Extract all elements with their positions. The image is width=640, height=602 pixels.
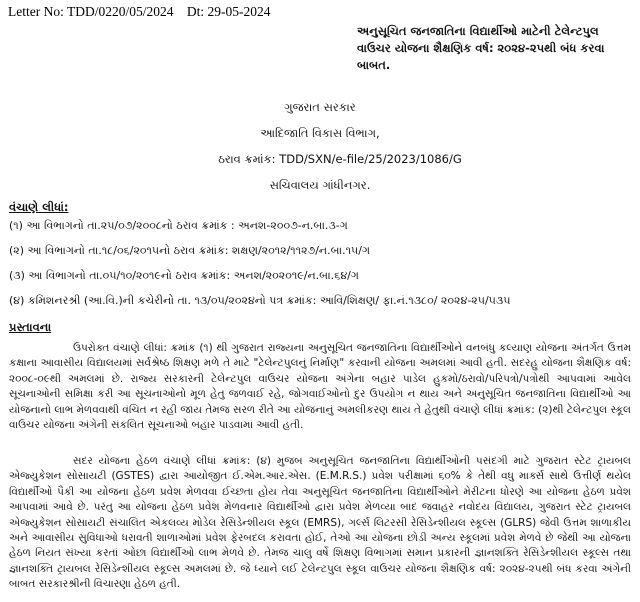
preamble-paragraph: સદર યોજના હેઠળ વંચાણે લીધાં ક્રમાંક: (૪) મુજબ અનુસૂચિત જનજાતિના વિદ્યાર્થીઓની પસંદગી માટે ગુજરાત સ્ટેટ ટ્રાયબલ એજ્યુકેશન સોસાયટી (GSTES) દ્વારા આયોજીત ઈ.એમ.આર.એસ. (E.M.R.S.) પ્રવેશ પરીક્ષામાં ૬૦% કે તેથી વધુ માર્ક્સ સાથે ઉત્તીર્ણ થયેલ વિદ્યાર્થીઓ પૈકી આ યોજના હેઠળ પ્રવેશ મેળવવા ઈચ્છતા હોય તેવા અનુસૂચિત જનજાતિના વિદ્યાર્થીઓને મેરીટના ધોરણે આ યોજના હેઠળ પ્રવેશ આપવામાં આવે છે. પરંતુ આ યોજના હેઠળ પ્રવેશ મેળવનાર વિદ્યાર્થીઓ દ્વારા પ્રવેશ મેળવ્યા બાદ જવાહર નવોદય વિદ્યાલય, ગુજરાત સ્ટેટ ટ્રાયબલ એજ્યુકેશન સોસાયટી સંચાલિત એકલવ્ય મોડેલ રેસિડેન્શીયલ સ્કૂલ (EMRS), ગર્લ્સ લિટરસી રેસિડેન્શીયલ સ્કૂલ્સ (GLRS) જેવી ઉત્તમ શાળાકીય અને આવાસીય સુવિધાઓ ધરાવતી શાળાઓમાં પ્રવેશ ફેરબદલ કરાવતા હોઈ, તેઓ આ યોજના છોડી અન્ય સ્કૂલમાં પ્રવેશ મેળવે છે જેથી આ યોજના હેઠળ નિયત સંખ્યા કરતાં ઓછા વિદ્યાર્થીઓ લાભ મેળવે છે. તેમજ ચાલુ વર્ષે શિક્ષણ વિભાગમાં સમાન પ્રકારની જ્ઞાનશક્તિ રેસિડેન્શીયલ સ્કૂલ્સ તથા જ્ઞાનશક્તિ ટ્રાયબલ રેસિડેન્શીયલ સ્કૂલ્સ અમલમાં છે. જે ધ્યાને લઈ ટેલેન્ટપુલ સ્કૂલ વાઉચર યોજના શૈક્ષણિક વર્ષ: ૨૦૨૪-૨૫થી બંધ કરવા અંગેની બાબત સરકારશ્રીની વિચારણા હેઠળ હતી. [9,455,631,591]
references-heading: વંચાણે લીધાં: [9,200,69,214]
letter-date: Dt: 29-05-2024 [186,4,271,19]
letter-number: Letter No: TDD/0220/05/2024 [8,4,174,19]
reference-item: (૩) આ વિભાગનો તા.૦૫/૧૦/૨૦૧૯નો ઠરાવ ક્રમાંક: અનશ/૨૦૨૦૧૯/ન.બા.૬૪/ગ [9,269,359,282]
letter-header [8,4,280,20]
subject: અનુસૂચિત જનજાતિના વિદ્યાર્થીઓ માટેની ટેલેન્ટપુલ વાઉચર યોજના શૈક્ષણિક વર્ષ: ૨૦૨૪-૨૫થી બંધ કરવા બાબત. [357,24,605,72]
department-name: આદિજાતિ વિકાસ વિભાગ, [260,126,380,140]
reference-item: (૪) કમિશનરશ્રી (આ.વિ.)ની કચેરીનો તા. ૧૩/૦૫/૨૦૨૪નો પત્ર ક્રમાંક: આવિ/શિક્ષણ/ ફા.નં.૧૩૮૦/ ૨૦૨૪-૨૫/૫૩૫ [9,294,511,307]
reference-item: (૧) આ વિભાગનો તા.૨૫/૦૭/૨૦૦૮નો ઠરાવ ક્રમાંક : અનશ-૨૦૦૭-ન.બા.૩-ગ [9,219,348,232]
reference-item: (૨) આ વિભાગનો તા.૧૮/૦૬/૨૦૧૫નો ઠરાવ ક્રમાંક: શક્ષણ/૨૦૧૨/૧૧૨૭/ન.બા.૧૫/ગ [9,244,370,257]
resolution-number: ઠરાવ ક્રમાંક: TDD/SXN/e-file/25/2023/1086/G [218,152,462,166]
preamble-paragraph: ઉપરોક્ત વંચાણે લીધાં: ક્રમાંક (૧) થી ગુજરાત રાજ્યના અનુસૂચિત જનજાતિના વિદ્યાર્થીઓને વનબંધુ કલ્યાણ યોજના અંતર્ગત ઉત્તમ કક્ષાના આવાસીય વિદ્યાલયમાં સર્વશ્રેષ્ઠ શિક્ષણ મળે તે માટે "ટેલેન્ટપુલનું નિર્માણ" કરવાની યોજના અમલમાં આવી હતી. સદરહુ યોજના શૈક્ષણિક વર્ષ: ૨૦૦૮-૦૯થી અમલમાં છે. રાજ્ય સરકારની ટેલેન્ટપુલ વાઉચર યોજના અંગેના બહાર પાડેલ હુકમો/ઠરાવો/પરિપત્રો/પત્રોથી આપવામાં આવેલ સૂચનાઓની સમિક્ષા કરી આ સૂચનાઓનો મૂળ હેતુ જળવાઈ રહે, જોગવાઈઓનો દુર ઉપયોગ ન થાય અને અનુસૂચિત જનજાતિના વિદ્યાર્થીઓ આ યોજનાનો લાભ મેળવવાથી વંચિત ન રહી જાય તેમજ સરળ રીતે આ યોજનાનું અમલીકરણ થાય તે હેતુથી વંચાણે લીધાં ક્રમાંક: (૨)થી ટેલેન્ટપુલ સ્કૂલ વાઉચર યોજના અંગેની સંકલિત સૂચનાઓ બહાર પાડવામાં આવી હતી. [9,342,631,432]
place: સચિવાલય ગાંધીનગર. [269,178,371,192]
references-list [9,217,629,317]
preamble-heading: પ્રસ્તાવના [9,320,52,334]
government-name: ગુજરાત સરકાર [284,100,356,114]
